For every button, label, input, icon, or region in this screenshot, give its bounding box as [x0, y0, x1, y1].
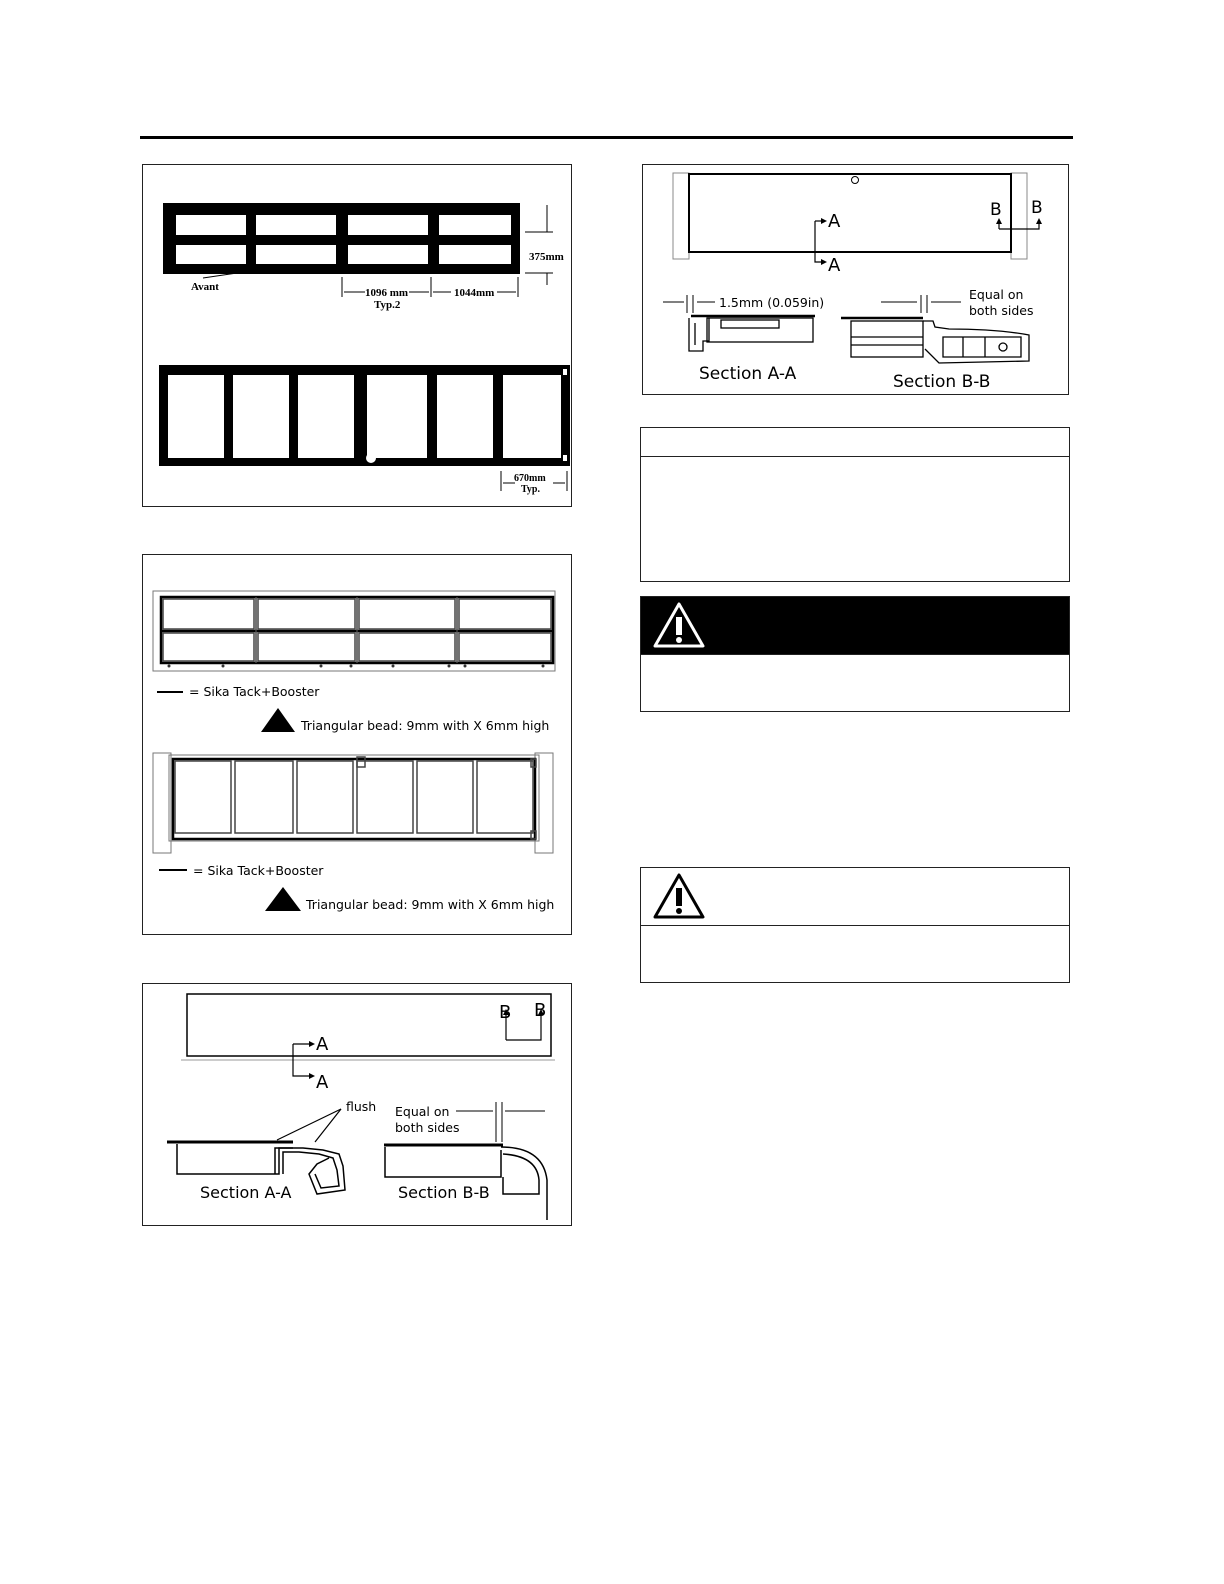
equal-on-1: Equal on: [969, 287, 1024, 302]
mark-b-right: B: [534, 1000, 547, 1021]
warning-triangle-icon: [651, 871, 707, 923]
warning-triangle-icon: [651, 600, 707, 652]
mark-a-top: A: [828, 211, 841, 232]
dim-1096-typ: Typ.2: [374, 299, 401, 311]
mark-b-left: B: [499, 1002, 512, 1023]
dim-1096: 1096 mm: [365, 287, 409, 299]
label-avant: Avant: [191, 281, 219, 293]
caution-box: [640, 867, 1070, 983]
dim-375: 375mm: [529, 251, 564, 263]
warning-header: [641, 597, 1069, 655]
equal-on-1: Equal on: [395, 1104, 450, 1119]
mark-b-right: B: [1031, 198, 1043, 218]
mark-b-left: B: [990, 200, 1002, 220]
section-aa-label: Section A-A: [200, 1183, 292, 1202]
bead-triangle-2: [265, 887, 301, 911]
sections-right-drawing: [643, 165, 1070, 396]
legend-bead-1: Triangular bead: 9mm with X 6mm high: [301, 718, 550, 733]
mark-a-top: A: [316, 1034, 329, 1055]
figure-sections-right: [642, 164, 1069, 395]
label-flush: flush: [346, 1099, 377, 1114]
legend-line-1: = Sika Tack+Booster: [189, 684, 320, 699]
mark-a-bottom: A: [316, 1072, 329, 1093]
figure-frame-dimensions: [142, 164, 572, 507]
figure-adhesive: [142, 554, 572, 935]
dim-1044: 1044mm: [454, 287, 495, 299]
mark-a-bottom: A: [828, 255, 841, 276]
equal-on-2: both sides: [969, 303, 1034, 318]
figure-sections-left: [142, 983, 572, 1226]
legend-bead-2: Triangular bead: 9mm with X 6mm high: [306, 897, 555, 912]
dim-gap: 1.5mm (0.059in): [719, 295, 825, 310]
sections-left-drawing: [143, 984, 573, 1227]
warning-box: [640, 596, 1070, 712]
header-rule: [140, 136, 1073, 139]
note-box: [640, 427, 1070, 582]
legend-line-2: = Sika Tack+Booster: [193, 863, 324, 878]
caution-header: [641, 868, 1069, 926]
section-aa-label: Section A-A: [699, 364, 797, 384]
dim-670: 670mm: [514, 473, 546, 484]
bead-triangle-1: [261, 708, 295, 732]
frame-dimensions-drawing: [143, 165, 573, 508]
adhesive-drawing: [143, 555, 573, 936]
note-box-header: [641, 428, 1069, 457]
section-bb-label: Section B-B: [398, 1183, 490, 1202]
dim-670-typ: Typ.: [521, 484, 540, 495]
section-bb-label: Section B-B: [893, 372, 991, 392]
equal-on-2: both sides: [395, 1120, 460, 1135]
